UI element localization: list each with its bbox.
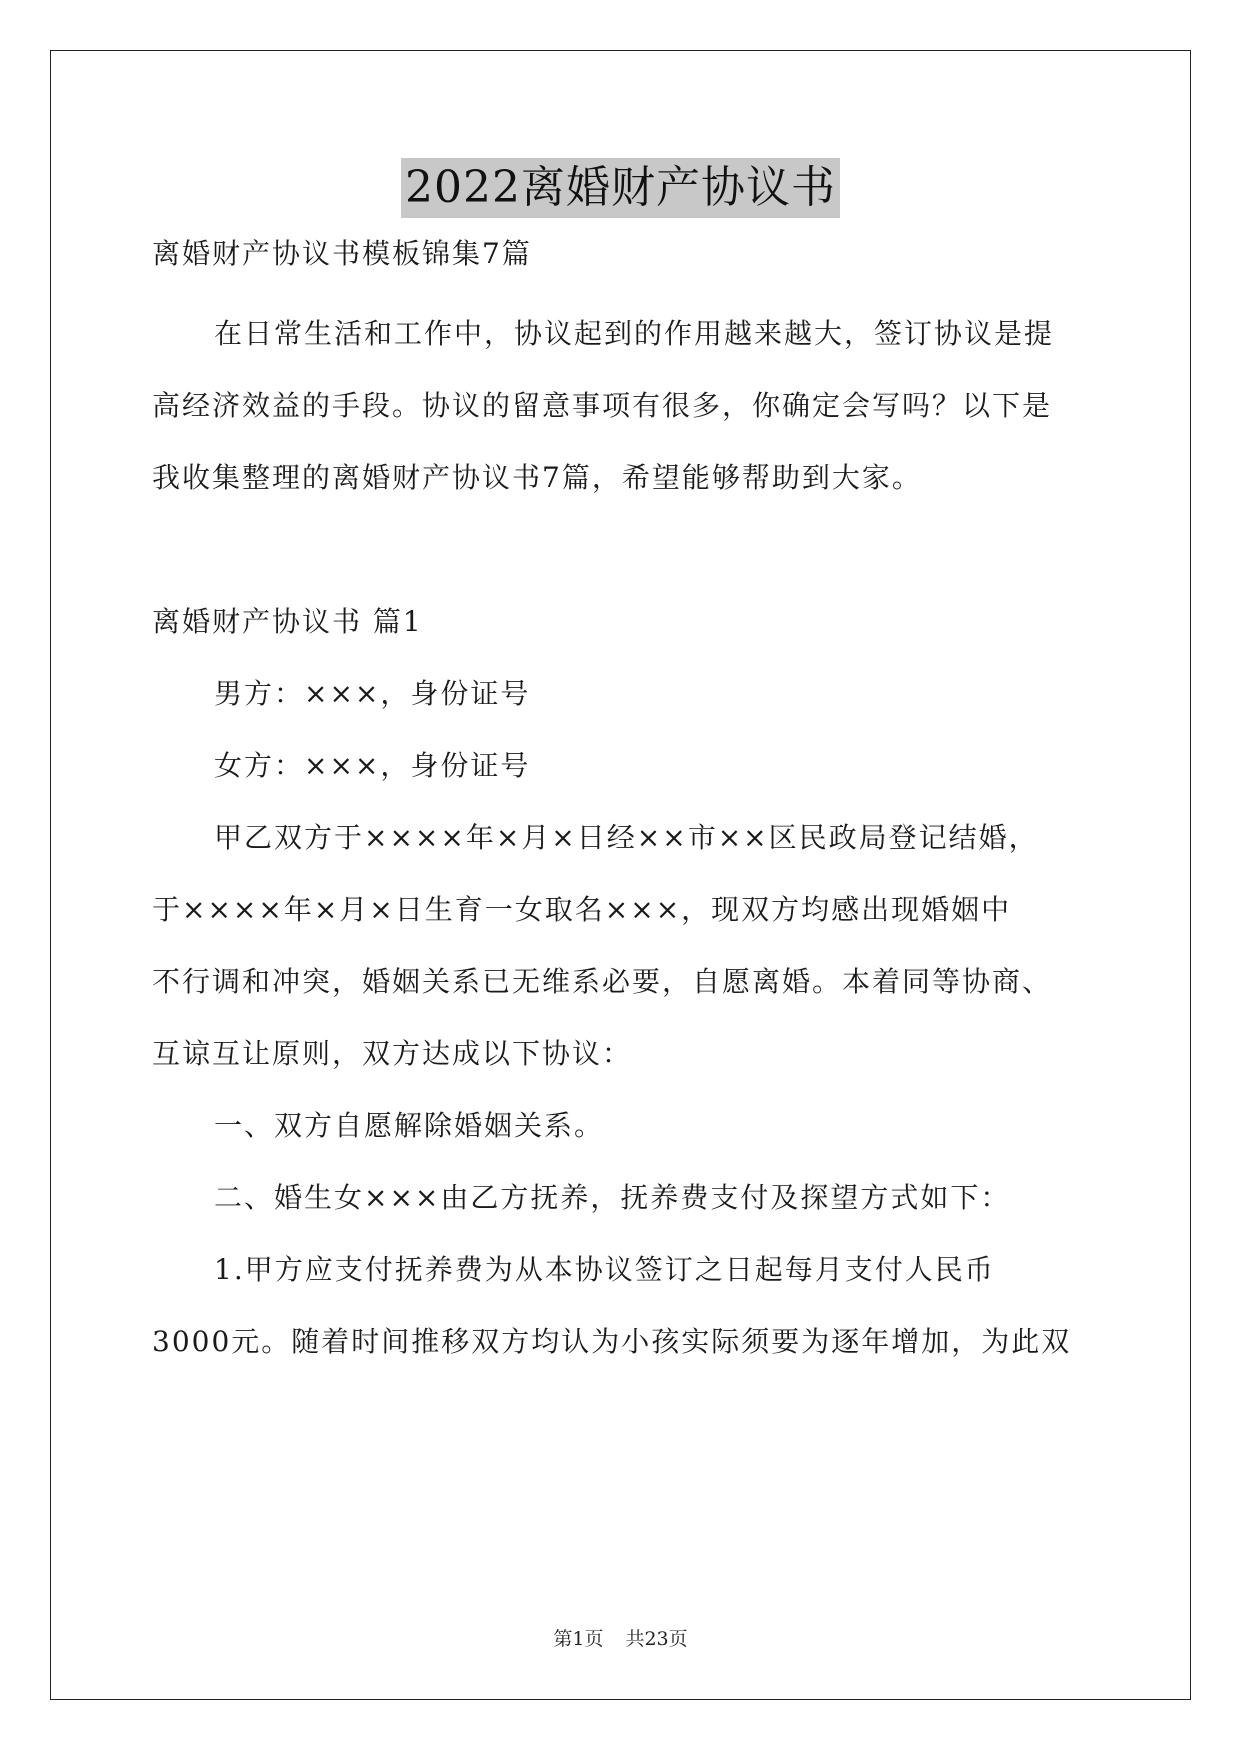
page-total: 共23页 — [625, 1628, 688, 1650]
body-line: 男方：×××，身份证号 — [214, 677, 531, 710]
body-line: 3000元。随着时间推移双方均认为小孩实际须要为逐年增加，为此双 — [152, 1325, 1072, 1358]
page-footer — [0, 1624, 1241, 1651]
page-number: 第1页 — [553, 1628, 604, 1650]
body-line: 一、双方自愿解除婚姻关系。 — [214, 1109, 605, 1142]
document-title: 2022离婚财产协议书 — [401, 158, 840, 218]
body-line: 互谅互让原则，双方达成以下协议： — [152, 1037, 633, 1070]
intro-line: 在日常生活和工作中，协议起到的作用越来越大，签订协议是提 — [214, 317, 1055, 350]
body-line: 不行调和冲突，婚姻关系已无维系必要，自愿离婚。本着同等协商、 — [152, 965, 1053, 998]
body-line: 女方：×××，身份证号 — [214, 749, 531, 782]
intro-line: 高经济效益的手段。协议的留意事项有很多，你确定会写吗？以下是 — [152, 389, 1053, 422]
body-line: 甲乙双方于××××年×月×日经××市××区民政局登记结婚， — [214, 821, 1039, 854]
section-heading: 离婚财产协议书 篇1 — [152, 605, 423, 638]
title-container — [0, 158, 1241, 218]
body-line: 于××××年×月×日生育一女取名×××，现双方均感出现婚姻中 — [152, 893, 1012, 926]
body-line: 1.甲方应支付抚养费为从本协议签订之日起每月支付人民币 — [214, 1253, 995, 1286]
document-subtitle: 离婚财产协议书模板锦集7篇 — [152, 237, 532, 270]
intro-line: 我收集整理的离婚财产协议书7篇，希望能够帮助到大家。 — [152, 461, 922, 494]
page-border — [50, 50, 1191, 1700]
body-line: 二、婚生女×××由乙方抚养，抚养费支付及探望方式如下： — [214, 1181, 1011, 1214]
